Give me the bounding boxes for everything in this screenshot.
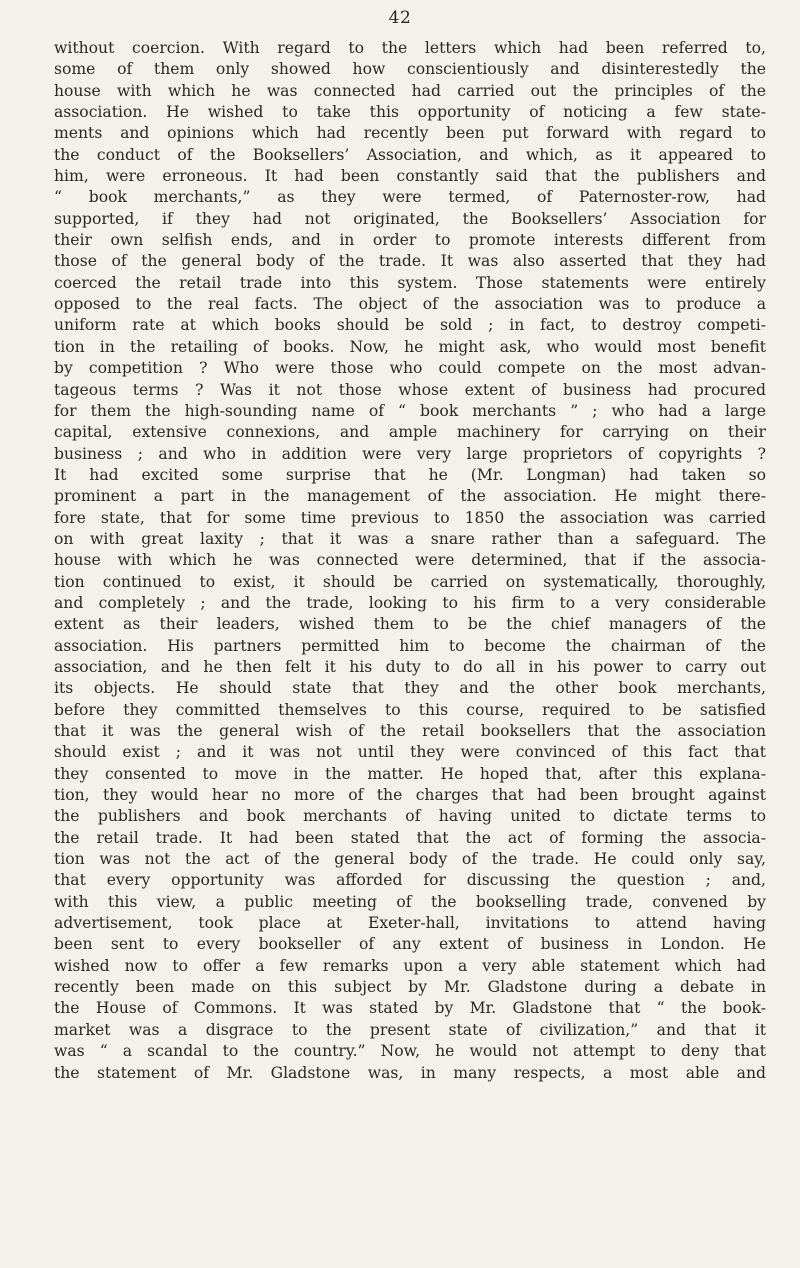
text-line: association. His partners permitted him to become the chairman of the (54, 636, 766, 655)
text-line: ments and opinions which had recently been put forward with regard to (54, 124, 766, 143)
text-line: tageous terms ? Was it not those whose extent of business had procured (54, 380, 766, 399)
text-line: “ book merchants,” as they were termed, of Paternoster-row, had (54, 188, 766, 207)
text-line: market was a disgrace to the present state of civilization,” and that it (54, 1020, 766, 1039)
text-line: been sent to every bookseller of any extent of business in London. He (54, 935, 766, 954)
text-line: tion in the retailing of books. Now, he might ask, who would most benefit (54, 337, 766, 356)
text-line: association, and he then felt it his duty to do all in his power to carry out (54, 657, 766, 676)
text-line: by competition ? Who were those who could compete on the most advan- (54, 359, 766, 378)
body-text (54, 38, 766, 1084)
text-line: some of them only showed how conscientiously and disinterestedly the (54, 60, 766, 79)
text-line: supported, if they had not originated, the Booksellers’ Association for (54, 209, 766, 228)
text-line: prominent a part in the management of the association. He might there- (54, 487, 766, 506)
text-line: tion continued to exist, it should be carried on systematically, thoroughly, (54, 572, 766, 591)
text-line: the publishers and book merchants of having united to dictate terms to (54, 807, 766, 826)
text-line: It had excited some surprise that he (Mr. Longman) had taken so (54, 465, 766, 484)
text-line: that every opportunity was afforded for discussing the question ; and, (54, 871, 766, 890)
text-line: coerced the retail trade into this system. Those statements were entirely (54, 273, 766, 292)
text-line: they consented to move in the matter. He hoped that, after this explana- (54, 764, 766, 783)
page-number: 42 (388, 8, 412, 28)
text-line: was “ a scandal to the country.” Now, he would not attempt to deny that (54, 1042, 766, 1061)
text-line: business ; and who in addition were very large proprietors of copyrights ? (54, 444, 766, 463)
text-line: those of the general body of the trade. It was also asserted that they had (54, 252, 766, 271)
text-line: advertisement, took place at Exeter-hall, invitations to attend having (54, 914, 766, 933)
text-line: recently been made on this subject by Mr. Gladstone during a debate in (54, 978, 766, 997)
text-line: on with great laxity ; that it was a snare rather than a safeguard. The (54, 529, 766, 548)
text-line: tion, they would hear no more of the charges that had been brought against (54, 786, 766, 805)
text-line: their own selfish ends, and in order to promote interests different from (54, 231, 766, 250)
text-line: with this view, a public meeting of the bookselling trade, convened by (54, 892, 766, 911)
text-line: house with which he was connected were determined, that if the associa- (54, 551, 766, 570)
text-line: before they committed themselves to this course, required to be satisfied (54, 700, 766, 719)
text-line: him, were erroneous. It had been constantly said that the publishers and (54, 167, 766, 186)
text-line: the conduct of the Booksellers’ Association, and which, as it appeared to (54, 145, 766, 164)
text-line: the statement of Mr. Gladstone was, in many respects, a most able and (54, 1063, 766, 1082)
text-line: extent as their leaders, wished them to be the chief managers of the (54, 615, 766, 634)
text-line: and completely ; and the trade, looking to his firm to a very considerable (54, 593, 766, 612)
text-line: the retail trade. It had been stated that the act of forming the associa- (54, 828, 766, 847)
text-line: for them the high-sounding name of “ book merchants ” ; who had a large (54, 401, 766, 420)
text-line: capital, extensive connexions, and ample machinery for carrying on their (54, 423, 766, 442)
text-line: association. He wished to take this opportunity of noticing a few state- (54, 103, 766, 122)
text-line: wished now to offer a few remarks upon a very able statement which had (54, 956, 766, 975)
text-line: its objects. He should state that they and the other book merchants, (54, 679, 766, 698)
text-line: that it was the general wish of the retail booksellers that the association (54, 722, 766, 740)
text-line: the House of Commons. It was stated by Mr. Gladstone that “ the book- (54, 999, 766, 1018)
text-line: without coercion. With regard to the letters which had been referred to, (54, 39, 766, 57)
text-line: fore state, that for some time previous to 1850 the association was carried (54, 508, 766, 527)
text-line: house with which he was connected had carried out the principles of the (54, 81, 766, 100)
text-line: should exist ; and it was not until they were convinced of this fact that (54, 743, 766, 762)
text-line: uniform rate at which books should be sold ; in fact, to destroy competi- (54, 316, 766, 335)
text-line: opposed to the real facts. The object of the association was to produce a (54, 295, 766, 314)
text-line: tion was not the act of the general body of the trade. He could only say, (54, 850, 766, 869)
